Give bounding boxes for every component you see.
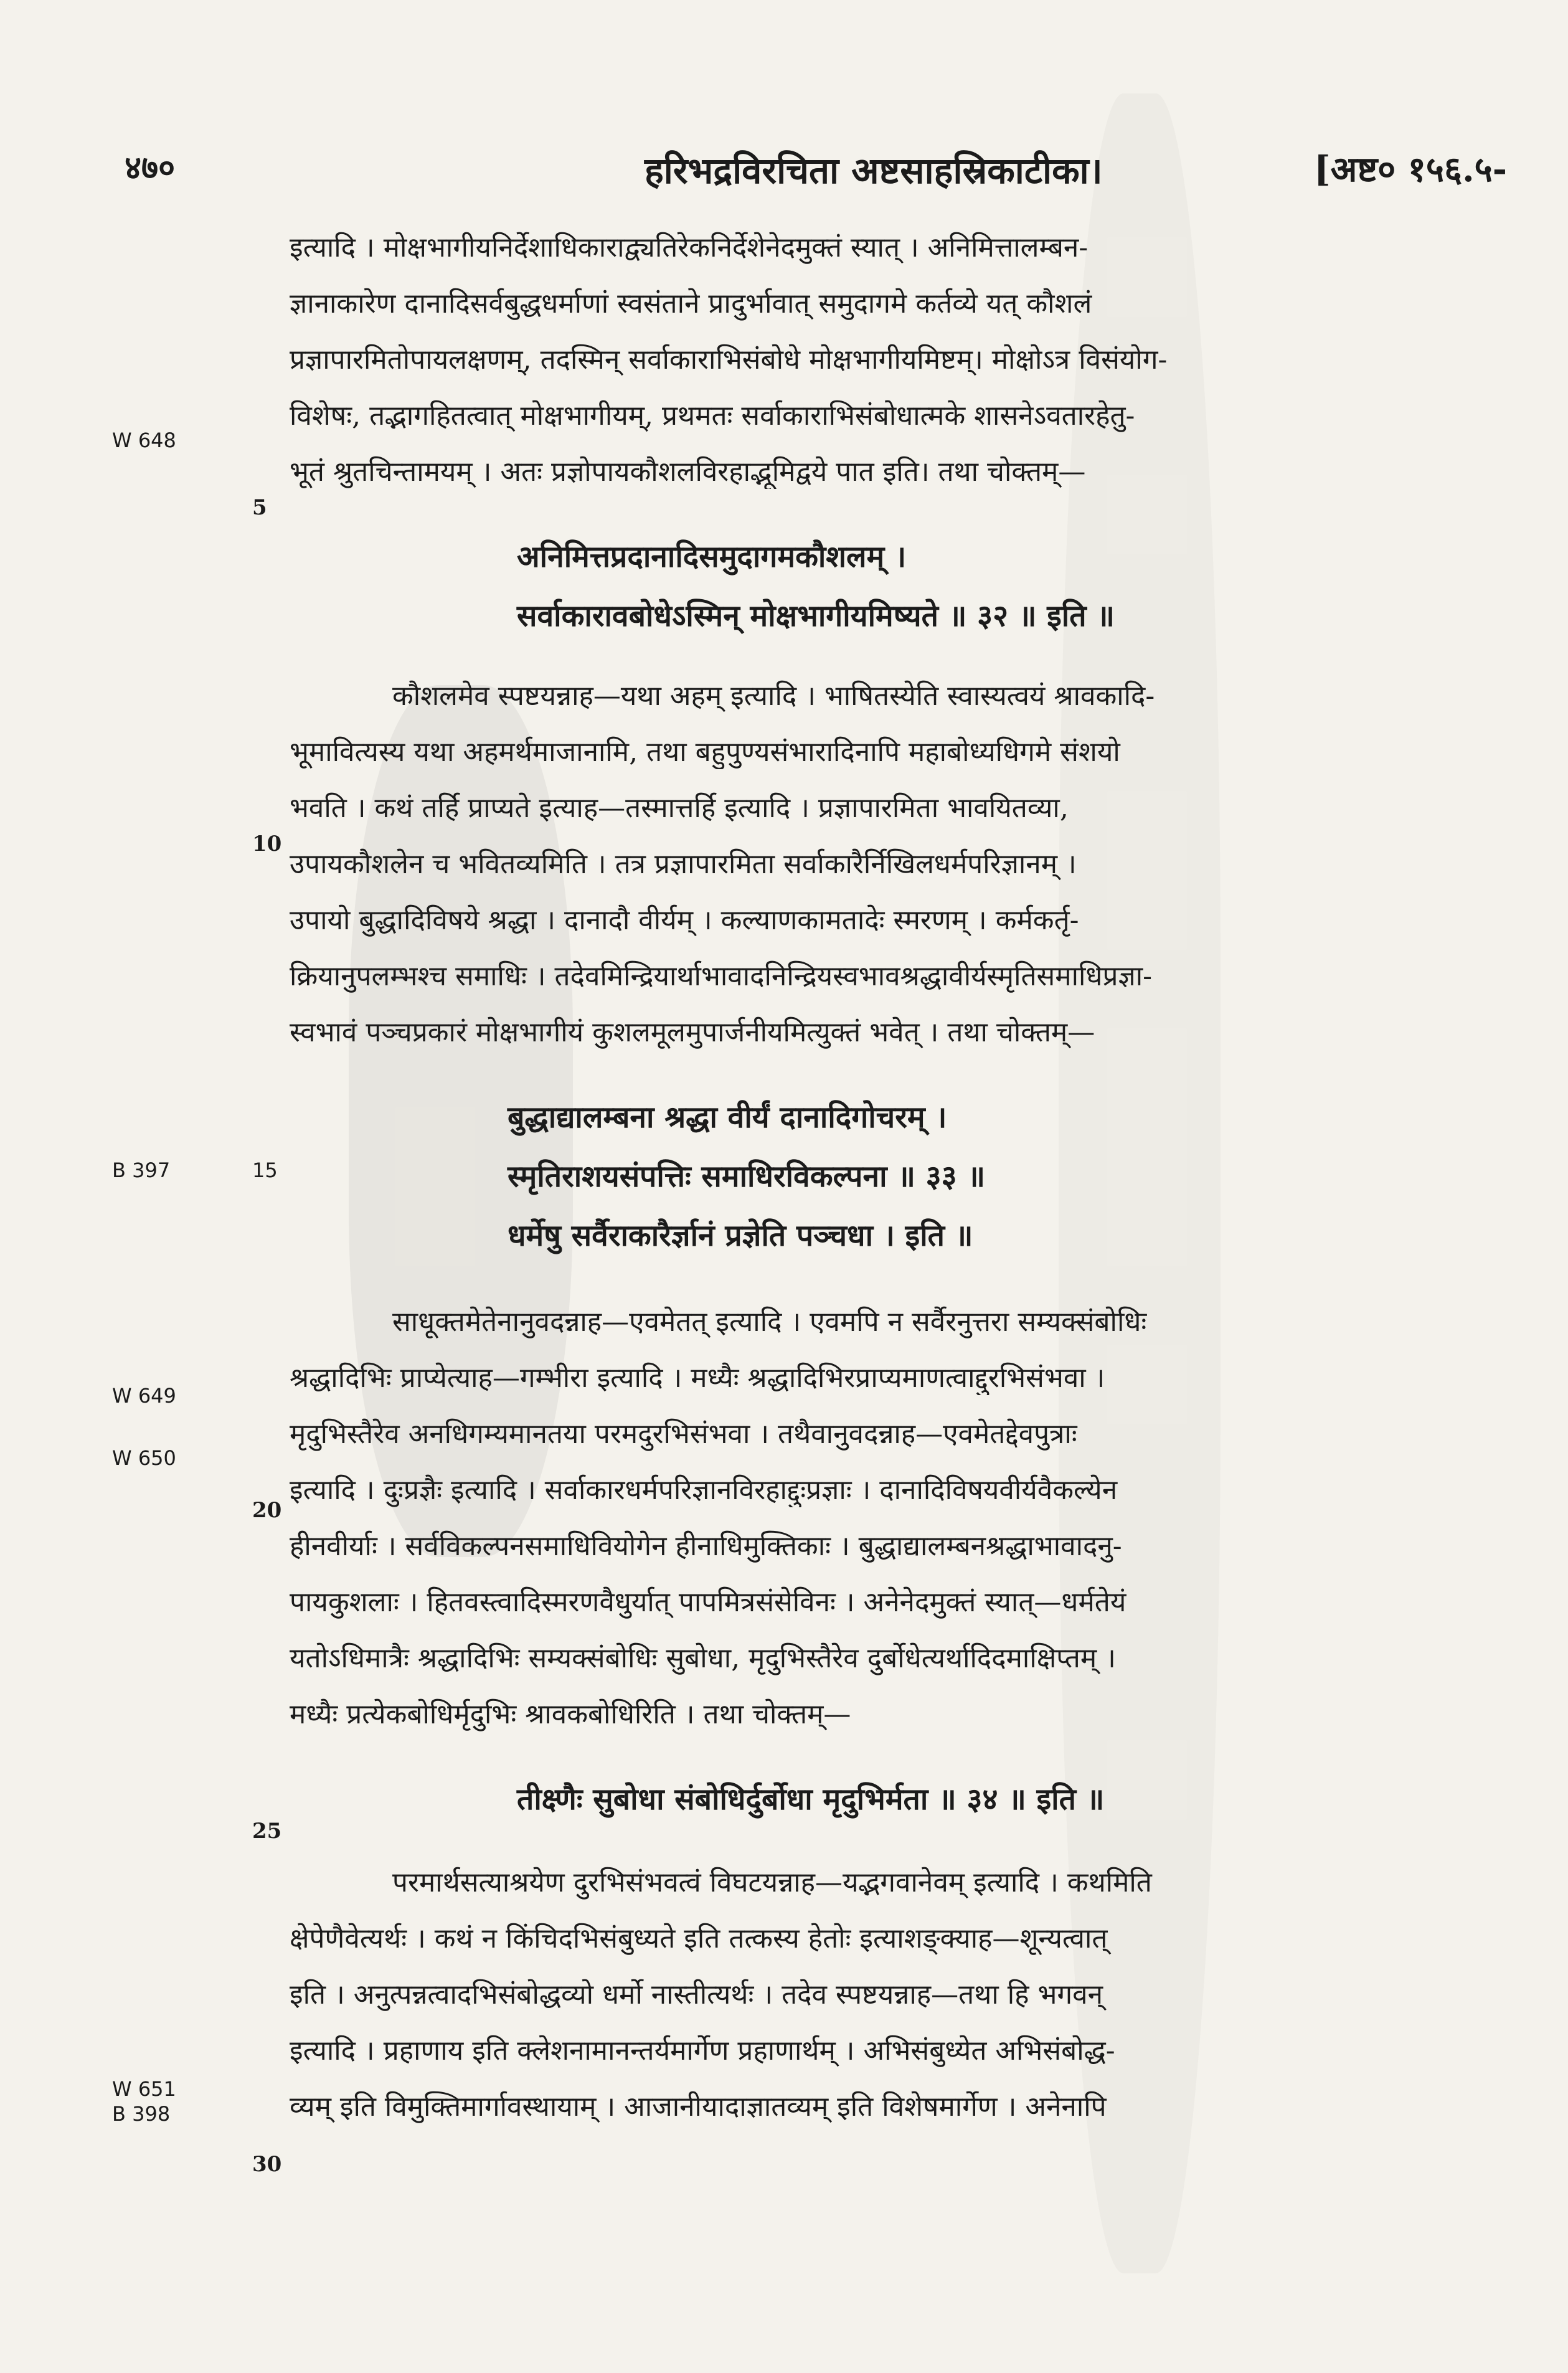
text-line: यतोऽधिमात्रैः श्रद्धादिभिः सम्यक्संबोधिः सुबोधा, मृदुभिस्तैरेव दुर्बोधेत्यर्थादिदमाक्षिप्तम् । [290,1642,1116,1674]
text-line: विशेषः, तद्भागहितत्वात् मोक्षभागीयम्, प्रथमतः सर्वाकाराभिसंबोधात्मके शासनेऽवतारहेतु- [290,400,1135,432]
verse-line: धर्मेषु सर्वैराकारैर्ज्ञानं प्रज्ञेति पञ्चधा । इति ॥ [508,1218,973,1253]
text-line: हीनवीर्याः । सर्वविकल्पनसमाधिवियोगेन हीनाधिमुक्तिकाः । बुद्धाद्यालम्बनश्रद्धाभावादनु- [290,1530,1122,1562]
text-line: प्रज्ञापारमितोपायलक्षणम्, तदस्मिन् सर्वाकाराभिसंबोधे मोक्षभागीयमिष्टम्। मोक्षोऽत्र विसंयोग- [290,344,1168,376]
line-number-15: 15 [252,1158,278,1182]
margin-ref-w648: W 648 [112,429,176,452]
text-line: क्रियानुपलम्भश्च समाधिः । तदेवमिन्द्रियार्थाभावादनिन्द्रियस्वभावश्रद्धावीर्यस्मृतिसमाधिप्रज्ञा- [290,960,1152,992]
verse-line: अनिमित्तप्रदानादिसमुदागमकौशलम् । [517,539,907,574]
line-number-20: 20 [252,1498,282,1523]
text-line: इत्यादि । दुःप्रज्ञैः इत्यादि । सर्वाकारधर्मपरिज्ञानविरहाद्दुःप्रज्ञाः । दानादिविषयवीर्यवैकल्येन [290,1474,1118,1506]
margin-ref-b398: B 398 [112,2102,171,2126]
verse-line: बुद्धाद्यालम्बना श्रद्धा वीर्यं दानादिगोचरम् । [508,1100,947,1135]
line-number-25: 25 [252,1819,282,1844]
text-line: परमार्थसत्याश्रयेण दुरभिसंभवत्वं विघटयन्नाह—यद्भगवानेवम् इत्यादि । कथमिति [392,1867,1152,1898]
text-line: भवति । कथं तर्हि प्राप्यते इत्याह—तस्मात्तर्हि इत्यादि । प्रज्ञापारमिता भावयितव्या, [290,792,1069,824]
text-line: साधूक्तमेतेनानुवदन्नाह—एवमेतत् इत्यादि । एवमपि न सर्वैरनुत्तरा सम्यक्संबोधिः [392,1306,1147,1338]
text-line: ज्ञानाकारेण दानादिसर्वबुद्धधर्माणां स्वसंताने प्रादुर्भावात् समुदागमे कर्तव्ये यत् कौशलं [290,288,1092,320]
margin-ref-w651: W 651 [112,2077,176,2101]
line-number-30: 30 [252,2152,282,2177]
text-line: इत्यादि । मोक्षभागीयनिर्देशाधिकाराद्व्यतिरेकनिर्देशेनेदमुक्तं स्यात् । अनिमित्तालम्बन- [290,232,1089,263]
text-line: मध्यैः प्रत्येकबोधिर्मृदुभिः श्रावकबोधिरिति । तथा चोक्तम्— [290,1698,851,1730]
text-line: इत्यादि । प्रहाणाय इति क्लेशनामानन्तर्यमार्गेण प्रहाणार्थम् । अभिसंबुध्येत अभिसंबोद्ध- [290,2035,1115,2067]
text-line: व्यम् इति विमुक्तिमार्गावस्थायाम् । आजानीयादाज्ञातव्यम् इति विशेषमार्गेण । अनेनापि [290,2091,1107,2123]
text-line: उपायो बुद्धादिविषये श्रद्धा । दानादौ वीर्यम् । कल्याणकामतादेः स्मरणम् । कर्मकर्तृ- [290,904,1079,936]
line-number-5: 5 [252,495,267,520]
text-line: क्षेपेणैवेत्यर्थः । कथं न किंचिदभिसंबुध्यते इति तत्कस्य हेतोः इत्याशङ्क्याह—शून्यत्वात् [290,1923,1108,1954]
text-line: इति । अनुत्पन्नत्वादभिसंबोद्धव्यो धर्मो नास्तीत्यर्थः । तदेव स्पष्टयन्नाह—तथा हि भगवन् [290,1979,1103,2011]
text-line: भूतं श्रुतचिन्तामयम् । अतः प्रज्ञोपायकौशलविरहाद्भूमिद्वये पात इति। तथा चोक्तम्— [290,456,1086,488]
margin-ref-w650: W 650 [112,1446,176,1470]
page-header [125,144,1507,201]
text-line: कौशलमेव स्पष्टयन्नाह—यथा अहम् इत्यादि । भाषितस्येति स्वास्यत्वयं श्रावकादि- [392,680,1155,712]
text-line: श्रद्धादिभिः प्राप्येत्याह—गम्भीरा इत्यादि । मध्यैः श्रद्धादिभिरप्राप्यमाणत्वाद्दुरभिसंभवा । [290,1362,1105,1394]
text-line: भूमावित्यस्य यथा अहमर्थमाजानामि, तथा बहुपुण्यसंभारादिनापि महाबोध्यधिगमे संशयो [290,736,1120,768]
text-line: मृदुभिस्तैरेव अनधिगम्यमानतया परमदुरभिसंभवा । तथैवानुवदन्नाह—एवमेतद्देवपुत्राः [290,1418,1077,1450]
running-title: हरिभद्रविरचिता अष्टसाहस्रिकाटीका। [645,149,1103,192]
text-line: पायकुशलाः । हितवस्त्वादिस्मरणवैधुर्यात् पापमित्रसंसेविनः । अनेनेदमुक्तं स्यात्—धर्मतेयं [290,1586,1126,1618]
section-reference: [अष्ट० १५६.५- [1314,149,1507,190]
line-number-10: 10 [252,831,282,856]
verse-line: सर्वाकारावबोधेऽस्मिन् मोक्षभागीयमिष्यते ॥ ३२ ॥ इति ॥ [517,599,1115,633]
verse-line: तीक्ष्णैः सुबोधा संबोधिर्दुर्बोधा मृदुभिर्मता ॥ ३४ ॥ इति ॥ [517,1782,1105,1817]
margin-ref-w649: W 649 [112,1384,176,1408]
margin-ref-b397: B 397 [112,1158,171,1182]
text-line: उपायकौशलेन च भवितव्यमिति । तत्र प्रज्ञापारमिता सर्वाकारैर्निखिलधर्मपरिज्ञानम् । [290,848,1077,880]
page-number: ४७० [125,149,176,187]
text-line: स्वभावं पञ्चप्रकारं मोक्षभागीयं कुशलमूलमुपार्जनीयमित्युक्तं भवेत् । तथा चोक्तम्— [290,1016,1095,1048]
verse-line: स्मृतिराशयसंपत्तिः समाधिरविकल्पना ॥ ३३ ॥ [508,1159,986,1194]
